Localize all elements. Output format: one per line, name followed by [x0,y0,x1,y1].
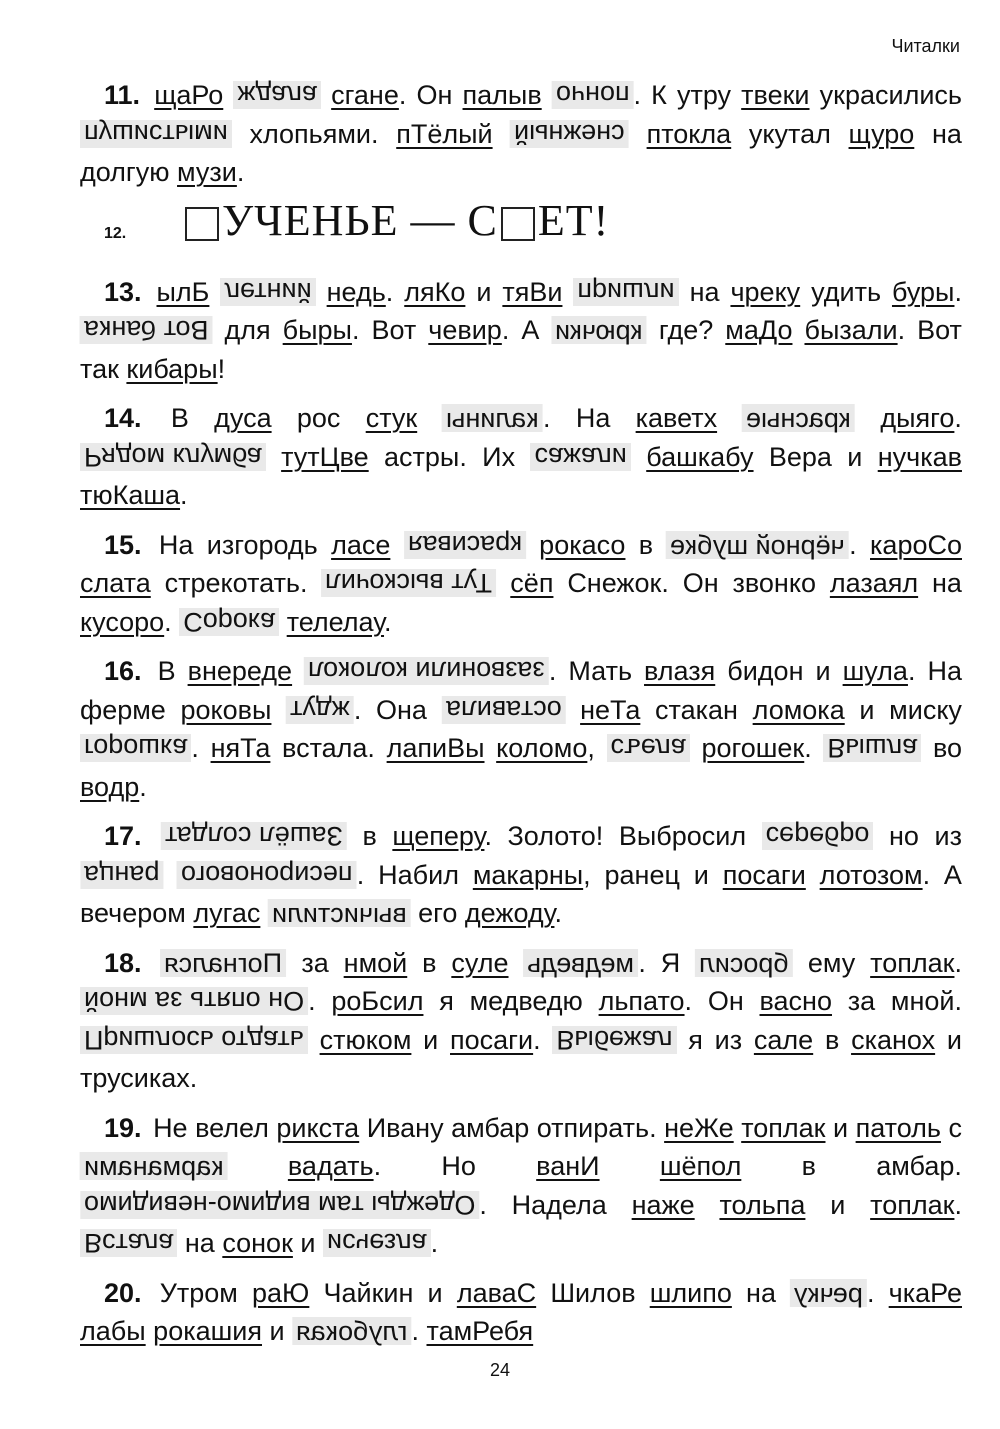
flipped-word: горошка [80,734,191,762]
scrambled-word: тутЦве [281,441,369,472]
flipped-word: калины [442,404,543,432]
scrambled-word: тюКаша [80,480,181,510]
scrambled-word: коломо [496,733,588,763]
text: . А вечером [80,859,962,928]
text: . Она [353,694,427,725]
scrambled-word: нмой [343,947,408,978]
text: . [954,276,962,307]
scrambled-word: чевир [428,315,502,345]
flipped-word: бросил [695,949,793,977]
text: . [866,1277,875,1308]
text: на [689,276,720,307]
text: и [833,1112,849,1143]
scrambled-word: дыяго [880,403,955,433]
text: Вера и [768,441,863,472]
scrambled-word: топлак [741,1112,826,1143]
text: . [954,947,962,978]
exercise-number: 18. [104,947,142,978]
text: и [269,1316,285,1346]
text: удить [811,276,882,307]
text: я из [688,1024,743,1055]
scrambled-word: ломока [752,694,845,725]
exercise-number: 19. [104,1112,142,1143]
hidden-letter-box [501,207,535,241]
text: . К утру [633,80,742,110]
text: . Вот [351,315,417,345]
scrambled-word: щеперу [392,821,485,851]
flipped-word: серебро [762,822,874,850]
scrambled-word: вадать [287,1151,374,1181]
text: ранец и [604,859,709,890]
text: в [422,947,437,978]
text: звонко [732,568,816,598]
text: , [587,733,595,763]
flipped-word: оставила [442,696,566,724]
text: . Мать [548,656,633,686]
text: . На ферме [80,656,962,725]
scrambled-word: слата [80,568,151,598]
scrambled-word: шёпол [659,1151,742,1181]
text: его [418,898,458,928]
text: Снежок. Он [567,568,719,598]
text: . [411,1316,419,1346]
flipped-word: Одежды там видимо-невидимо [80,1191,479,1219]
text: где? [658,315,714,345]
text: во [932,733,962,763]
scrambled-word: палыв [462,80,542,110]
flipped-word: съела [607,734,690,762]
scrambled-word: кароСо [870,529,962,560]
scrambled-word: лаваС [456,1277,537,1308]
text: . [554,898,562,928]
exercise-number: 14. [104,403,142,433]
text: хлопьями. [249,118,379,149]
exercise-20 [80,1274,962,1351]
scrambled-word: сканох [851,1024,936,1055]
scrambled-word: твеки [741,80,810,110]
text: . [180,480,188,510]
scrambled-word: васно [759,986,832,1016]
exercise-15 [80,526,962,642]
text: . Я [638,947,681,978]
exercise-11 [80,76,962,192]
text: рос [296,403,341,433]
flipped-word: снежный [510,120,629,148]
text: . [385,276,394,307]
exercise-13 [80,273,962,389]
flipped-word: Вот банка [80,316,213,344]
flipped-word: Рядом клумба [80,443,266,471]
text: . [804,733,812,763]
scrambled-word: нучкав [877,441,962,472]
page-number: 24 [489,1360,511,1380]
text: Шилов [550,1277,636,1308]
scrambled-word: лотозом [819,859,923,890]
scrambled-word: кибары [126,353,218,384]
text: на [931,568,962,598]
flipped-word: карманами [80,1152,228,1180]
scrambled-word: посаги [450,1024,534,1055]
text: и [423,1024,439,1055]
flipped-word: речку [790,1279,867,1307]
text: астры. Их [384,441,516,472]
motto-word: УЧЕНЬЕ [222,195,399,245]
text: . [139,771,147,802]
flipped-word: медведь [523,949,638,977]
text: я медведю [439,986,583,1016]
text: в [801,1151,816,1181]
text: в [824,1024,840,1055]
flipped-word: крючки [551,316,646,344]
hidden-letter-box [185,207,219,241]
scrambled-word: няТа [210,733,271,763]
text: и миску [859,694,962,725]
flipped-word: летний [220,278,315,306]
text: из [934,821,962,851]
text: Ивану амбар отпирать. [366,1112,657,1143]
scrambled-word: дежоду [464,898,555,928]
text: . [236,157,245,187]
scrambled-word: топлак [870,1189,955,1220]
text: Чайкин и [323,1277,443,1308]
exercise-number: 20. [104,1277,142,1308]
scrambled-word: стук [365,403,418,433]
text: . [430,1228,439,1258]
scrambled-word: тамРебя [426,1316,534,1346]
flipped-word: Выбежал [552,1026,676,1054]
flipped-word: сажали [530,443,630,471]
flipped-word: глубокая [292,1317,411,1345]
scrambled-word: шула [842,656,908,686]
exercise-16 [80,652,962,806]
exercise-number: 13. [104,276,142,307]
scrambled-word: лугас [193,898,261,928]
scrambled-word: чкаРе [888,1277,962,1308]
scrambled-word: водр [80,771,140,802]
text: . [308,986,316,1016]
text: встала. [282,733,375,763]
scrambled-word: пТёлый [396,118,493,149]
exercise-number: 15. [104,529,142,560]
exercise-list [80,76,962,1362]
scrambled-word: наже [631,1189,695,1220]
scrambled-word: щуро [848,118,915,149]
text: . [684,986,693,1016]
flipped-word: красивая [404,531,526,559]
scrambled-word: роБсил [331,986,424,1016]
exercise-12 [80,195,962,265]
text: . Набил [356,859,459,890]
scrambled-word: птокла [646,118,732,149]
scrambled-word: льпато [598,986,685,1016]
text: . На [543,403,611,433]
text: амбар. [876,1151,962,1181]
scrambled-word: недь [326,276,386,307]
flipped-word: Встала [80,1229,177,1257]
text: на долгую [80,118,962,187]
text: ему [807,947,856,978]
scrambled-word: шлипо [649,1277,732,1308]
flipped-word: Он опять за мной [80,987,308,1015]
text: и [300,1228,316,1258]
flipped-word: Погнался [160,949,286,977]
text: . [954,403,962,433]
text: за [301,947,329,978]
flipped-word: вычистили [268,899,411,927]
scrambled-word: рикста [276,1112,360,1143]
scrambled-word: сале [753,1024,814,1055]
flipped-word: Вышла [823,734,921,762]
flipped-word: пушистыми [80,120,232,148]
text: . [954,1189,962,1220]
scrambled-word: макарны [472,859,584,890]
text: ! [217,353,226,384]
exercise-number: 12. [104,224,127,242]
flipped-word: ждут [286,696,354,724]
text: . [384,606,392,637]
scrambled-word: посаги [722,859,806,890]
scrambled-word: ванИ [536,1151,600,1181]
scrambled-word: ылБ [156,276,210,307]
text: и [476,276,492,307]
scrambled-word: влазя [644,656,716,686]
scrambled-word: ляКо [404,276,466,307]
scrambled-word: роковы [180,694,272,725]
text: На изгородь [158,529,318,560]
flipped-word: пришли [573,278,678,306]
text: В [170,403,189,433]
motto-puzzle [182,195,609,246]
scrambled-word: бызали [804,315,898,345]
text: . Но [373,1151,476,1181]
text: в [362,821,377,851]
exercise-17 [80,817,962,933]
scrambled-word: кусоро [80,606,165,637]
scrambled-word: рокасо [539,529,626,560]
text: , [583,859,591,890]
flipped-word: Сорока [179,608,279,636]
scrambled-word: сёп [510,568,554,598]
scrambled-word: тольпа [719,1189,806,1220]
text: для [224,315,271,345]
flipped-word: чёрной шубке [666,531,849,559]
text: Утром [159,1277,238,1308]
page-header: Читалки [891,36,960,56]
flipped-word: Пришлось отдать [80,1026,308,1054]
exercise-number: 11. [104,80,141,110]
scrambled-word: стюком [319,1024,412,1055]
text: и трусиках. [80,1024,962,1093]
scrambled-word: буры [891,276,955,307]
text: и [815,656,831,686]
scrambled-word: каветх [635,403,718,433]
text: украсились [819,80,962,110]
text: . Он [398,80,463,110]
scrambled-word: сонок [222,1228,293,1258]
scrambled-word: маДо [725,315,793,345]
flipped-word: ранца [80,861,163,889]
text: В [157,656,176,686]
motto-word: — С [410,195,498,245]
scrambled-word: телелау [286,606,385,637]
text: и [830,1189,846,1220]
scrambled-word: дуса [214,403,272,433]
text: . [164,606,172,637]
text: . [533,1024,541,1055]
scrambled-word: чреку [730,276,801,307]
scrambled-word: топлак [870,947,955,978]
flipped-word: красные [742,404,855,432]
text: . Вот так [80,315,962,384]
scrambled-word: рокашия [153,1316,262,1346]
text: . [849,529,857,560]
exercise-18 [80,944,962,1098]
text: укутал [748,118,831,149]
scrambled-word: лабы [80,1316,146,1346]
scrambled-word: раЮ [252,1277,310,1308]
scrambled-word: быры [282,315,352,345]
exercise-number: 16. [104,656,142,686]
flipped-word: пончо [552,81,634,109]
scrambled-word: суле [451,947,509,978]
scrambled-word: лапиВы [386,733,485,763]
scrambled-word: тяВи [502,276,563,307]
text: на [746,1277,776,1308]
scrambled-word: лазаял [829,568,919,598]
text: . Надела [479,1189,607,1220]
text: . [191,733,199,763]
text: с [948,1112,962,1143]
scrambled-word: неТа [580,694,641,725]
flipped-word: исчезла [323,1229,431,1257]
scrambled-word: ласе [331,529,391,560]
text: но [888,821,919,851]
scrambled-word: патоль [855,1112,941,1143]
scrambled-word: щаРо [154,80,224,110]
exercise-number: 17. [104,821,142,851]
scrambled-word: неЖе [664,1112,734,1143]
exercise-14 [80,399,962,515]
text: стакан [655,694,738,725]
scrambled-word: внереде [187,656,293,686]
scrambled-word: музи [177,157,237,187]
text: Не велел [153,1112,269,1143]
scrambled-word: сгане [331,80,399,110]
exercise-19 [80,1109,962,1263]
flipped-word: ждала [233,81,321,109]
flipped-word: Тут выскочил [321,569,496,597]
text: за мной. [847,986,962,1016]
text: . А [501,315,540,345]
scrambled-word: рогошек [701,733,805,763]
text: в [638,529,654,560]
text: Он [707,986,744,1016]
flipped-word: Зашёл солдат [161,822,347,850]
flipped-word: песиронового [177,861,357,889]
motto-word: ЕТ! [537,195,610,245]
scrambled-word: башкабу [646,441,754,472]
text: бидон [727,656,804,686]
flipped-word: зазвонили колокол [304,657,549,685]
text: . Золото! Выбросил [484,821,747,851]
text: стрекотать. [164,568,308,598]
text: на [184,1228,215,1258]
